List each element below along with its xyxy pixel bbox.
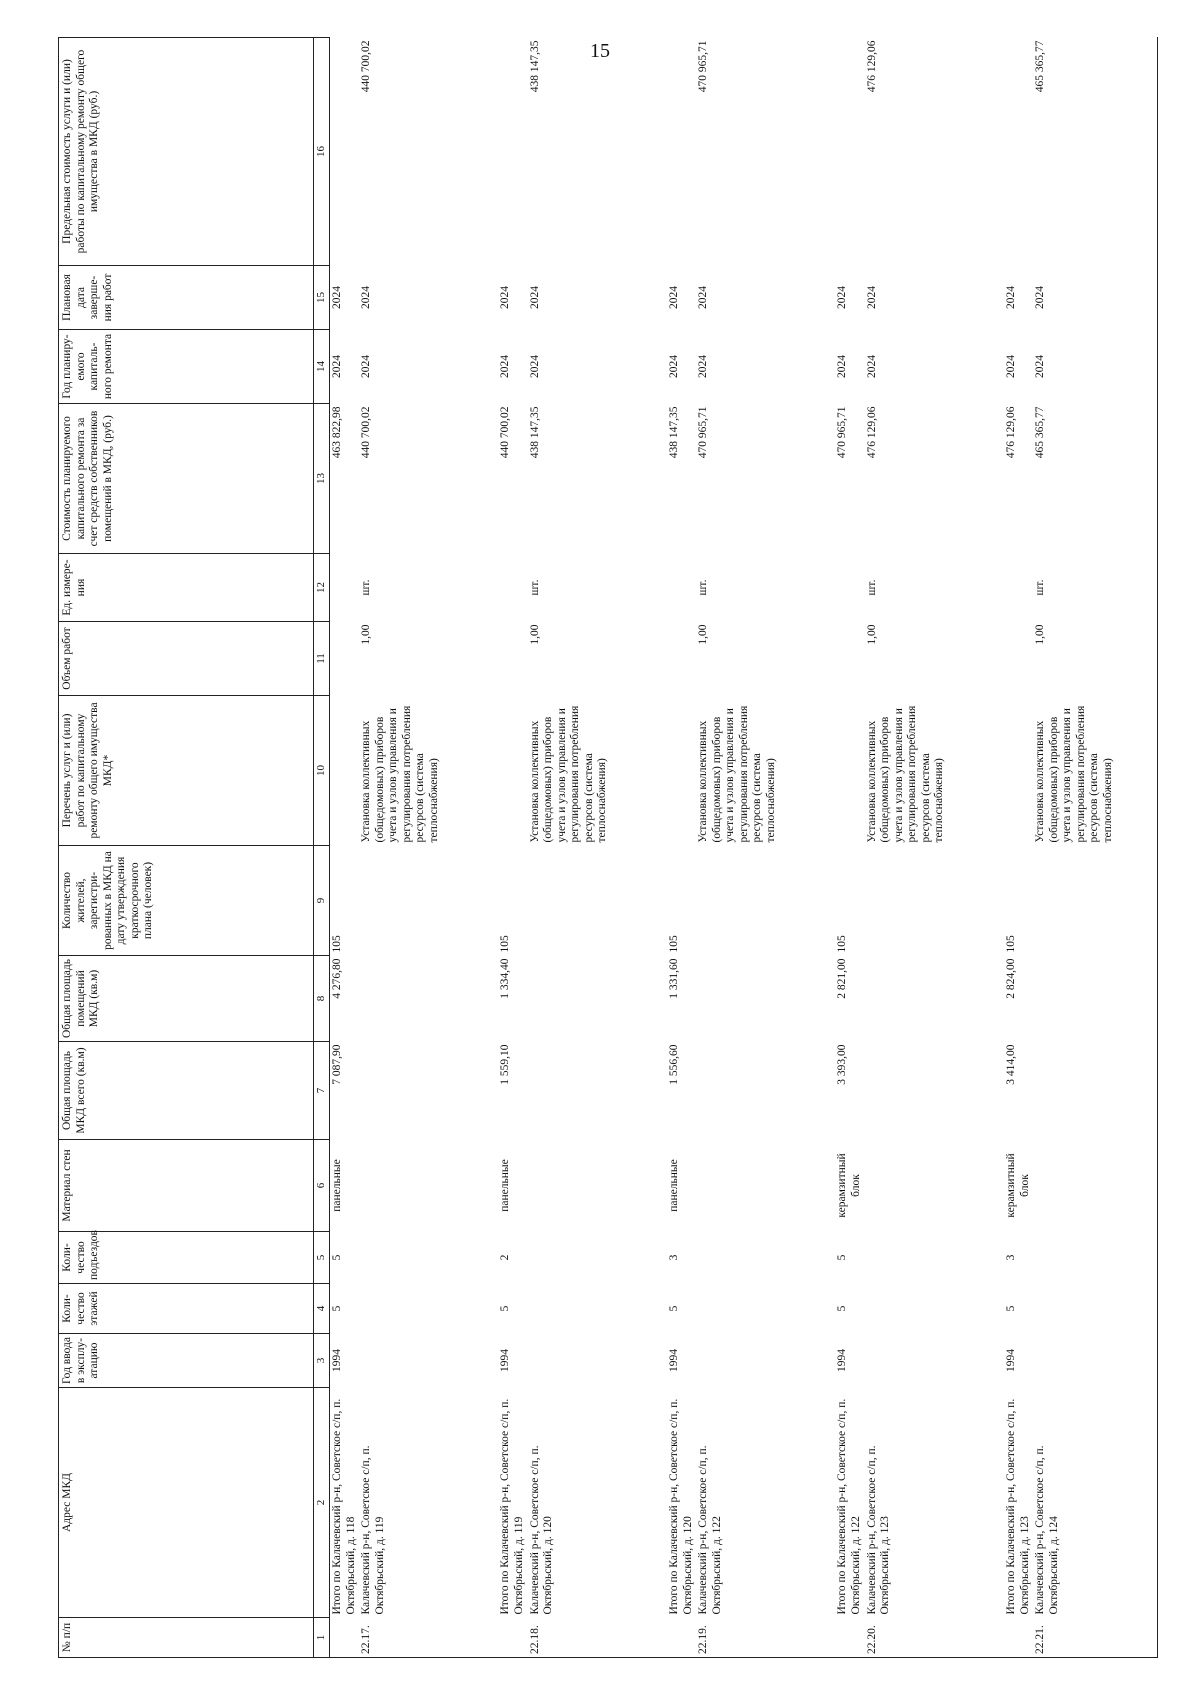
table-cell: 438 147,35 bbox=[528, 40, 541, 93]
column-number: 5 bbox=[314, 1232, 330, 1284]
table-cell: 2024 bbox=[697, 355, 710, 378]
total-row bbox=[989, 38, 1033, 1658]
table-cell bbox=[528, 1334, 652, 1388]
table-cell bbox=[696, 1232, 820, 1284]
table-cell bbox=[820, 696, 864, 846]
table-cell bbox=[1033, 1334, 1158, 1388]
table-cell: 22.17. bbox=[359, 1618, 483, 1658]
table-cell: 22.19. bbox=[696, 1618, 820, 1658]
column-number: 6 bbox=[314, 1140, 330, 1232]
table-cell bbox=[359, 1284, 483, 1334]
table-cell: 3 414,00 bbox=[1004, 1044, 1017, 1085]
table-cell bbox=[865, 846, 989, 956]
table-cell: 5 bbox=[330, 1254, 343, 1261]
table-cell bbox=[989, 38, 1033, 266]
column-header: Ед. измере-ния bbox=[59, 554, 314, 622]
table-cell: 1 334,40 bbox=[499, 958, 512, 999]
table-cell: 1,00 bbox=[528, 624, 541, 645]
table-cell: Итого по Калачевский р-н, Советское с/п, п. Октябрьский, д. 120 bbox=[667, 1398, 694, 1615]
table-cell: 476 129,06 bbox=[865, 40, 878, 93]
table-cell bbox=[865, 1042, 989, 1140]
table-cell bbox=[865, 956, 989, 1042]
table-cell bbox=[652, 554, 696, 622]
column-number: 4 bbox=[314, 1284, 330, 1334]
table-cell: Калачевский р-н, Советское с/п, п. Октябрьский, д. 123 bbox=[865, 1445, 892, 1615]
table-cell: 1,00 bbox=[360, 624, 373, 645]
rotated-table-sheet bbox=[58, 38, 1178, 1658]
table-cell: панельные bbox=[667, 1159, 680, 1212]
table-cell: 105 bbox=[836, 935, 849, 953]
total-row bbox=[483, 38, 527, 1658]
table-cell bbox=[483, 1618, 527, 1658]
table-cell: 1994 bbox=[1004, 1349, 1017, 1372]
table-cell bbox=[820, 622, 864, 696]
table-cell bbox=[528, 1284, 652, 1334]
header-row bbox=[59, 38, 314, 1658]
table-cell: Установка коллективных (общедомовых) приборов учета и узлов управления и регулирования потребления ресурсов (система теплоснабжения) bbox=[528, 705, 609, 843]
table-cell: Установка коллективных (общедомовых) приборов учета и узлов управления и регулирования потребления ресурсов (система теплоснабжения) bbox=[1034, 705, 1114, 843]
column-header: № п/п bbox=[59, 1618, 314, 1658]
table-cell: 2 bbox=[499, 1254, 512, 1261]
table-cell bbox=[820, 38, 864, 266]
column-header: Объем работ bbox=[59, 622, 314, 696]
column-header: Общая площадь МКД всего (кв.м) bbox=[59, 1042, 314, 1140]
table-cell: 1994 bbox=[836, 1349, 849, 1372]
table-cell: 470 965,71 bbox=[836, 406, 849, 459]
column-number: 15 bbox=[314, 266, 330, 330]
table-cell bbox=[528, 956, 652, 1042]
table-cell: 1 559,10 bbox=[499, 1044, 512, 1085]
column-header: Общая площадь помещений МКД (кв.м) bbox=[59, 956, 314, 1042]
table-cell bbox=[329, 38, 359, 266]
table-cell: 470 965,71 bbox=[697, 406, 710, 459]
table-cell bbox=[696, 1140, 820, 1232]
table-cell bbox=[1033, 1042, 1158, 1140]
column-number: 9 bbox=[314, 846, 330, 956]
table-cell: 22.20. bbox=[865, 1618, 989, 1658]
table-cell bbox=[329, 554, 359, 622]
table-cell: 463 822,98 bbox=[330, 406, 343, 459]
table-cell: Калачевский р-н, Советское с/п, п. Октябрьский, д. 120 bbox=[528, 1445, 555, 1615]
table-cell: Итого по Калачевский р-н, Советское с/п, п. Октябрьский, д. 122 bbox=[836, 1398, 863, 1615]
table-cell: 5 bbox=[667, 1305, 680, 1312]
table-cell: 22.18. bbox=[528, 1618, 652, 1658]
column-number: 14 bbox=[314, 330, 330, 404]
table-cell: 1,00 bbox=[865, 624, 878, 645]
table-cell bbox=[528, 1140, 652, 1232]
table-cell bbox=[483, 554, 527, 622]
table-cell: 2024 bbox=[1034, 286, 1047, 309]
table-cell: 2024 bbox=[667, 355, 680, 378]
table-cell: 2024 bbox=[360, 355, 373, 378]
table-cell bbox=[820, 554, 864, 622]
table-cell: 105 bbox=[499, 935, 512, 953]
table-cell: керамзитный блок bbox=[1004, 1153, 1031, 1218]
table-cell: 22.21. bbox=[1033, 1618, 1158, 1658]
table-cell: 465 365,77 bbox=[1034, 40, 1047, 93]
table-cell: 476 129,06 bbox=[1004, 406, 1017, 459]
column-header: Количество жителей, зарегистри-рованных в МКД на дату утверждения краткосрочного плана (человек) bbox=[59, 846, 314, 956]
column-header: Коли-чество этажей bbox=[59, 1284, 314, 1334]
table-cell: шт. bbox=[697, 579, 710, 596]
table-body bbox=[329, 38, 1158, 1658]
table-cell: Установка коллективных (общедомовых) приборов учета и узлов управления и регулирования потребления ресурсов (система теплоснабжения) bbox=[360, 705, 440, 843]
table-cell: керамзитный блок bbox=[836, 1153, 863, 1218]
table-cell: Установка коллективных (общедомовых) приборов учета и узлов управления и регулирования потребления ресурсов (система теплоснабжения) bbox=[865, 705, 946, 843]
table-cell: 440 700,02 bbox=[360, 40, 373, 93]
table-cell bbox=[359, 1042, 483, 1140]
column-number-row bbox=[314, 38, 330, 1658]
table-cell bbox=[652, 38, 696, 266]
table-cell bbox=[865, 1140, 989, 1232]
table-cell: Итого по Калачевский р-н, Советское с/п, п. Октябрьский, д. 119 bbox=[499, 1398, 526, 1615]
column-number: 3 bbox=[314, 1334, 330, 1388]
table-cell bbox=[329, 622, 359, 696]
table-cell bbox=[989, 696, 1033, 846]
table-cell: 2024 bbox=[528, 286, 541, 309]
table-cell bbox=[652, 622, 696, 696]
table-cell bbox=[696, 1042, 820, 1140]
column-header: Год планиру-емого капиталь-ного ремонта bbox=[59, 330, 314, 404]
table-cell: 1994 bbox=[499, 1349, 512, 1372]
table-cell bbox=[359, 956, 483, 1042]
table-cell: шт. bbox=[360, 579, 373, 596]
column-number: 13 bbox=[314, 404, 330, 554]
table-cell: 3 bbox=[1004, 1254, 1017, 1261]
table-cell: 438 147,35 bbox=[667, 406, 680, 459]
table-cell: Установка коллективных (общедомовых) приборов учета и узлов управления и регулирования потребления ресурсов (система теплоснабжения) bbox=[697, 705, 777, 843]
table-cell: 2 824,00 bbox=[1004, 958, 1017, 999]
capital-repair-table bbox=[58, 37, 1158, 1658]
table-cell bbox=[652, 1618, 696, 1658]
table-cell: панельные bbox=[330, 1159, 343, 1212]
table-cell: 1 331,60 bbox=[667, 958, 680, 999]
table-cell bbox=[359, 1334, 483, 1388]
table-cell bbox=[696, 1334, 820, 1388]
table-cell: 2024 bbox=[1004, 286, 1017, 309]
table-cell: 105 bbox=[667, 935, 680, 953]
table-cell: 2024 bbox=[360, 286, 373, 309]
table-cell: 2 821,00 bbox=[836, 958, 849, 999]
total-row bbox=[820, 38, 864, 1658]
table-cell: 105 bbox=[1004, 935, 1017, 953]
table-cell: Калачевский р-н, Советское с/п, п. Октябрьский, д. 122 bbox=[697, 1445, 723, 1615]
table-cell bbox=[528, 1042, 652, 1140]
table-cell: 2024 bbox=[330, 286, 343, 309]
table-cell bbox=[820, 1618, 864, 1658]
table-cell: 438 147,35 bbox=[528, 406, 541, 459]
column-number: 10 bbox=[314, 696, 330, 846]
table-cell bbox=[359, 1140, 483, 1232]
table-cell: 2024 bbox=[836, 355, 849, 378]
column-number: 16 bbox=[314, 38, 330, 266]
work-row bbox=[359, 38, 483, 1658]
table-cell: 2024 bbox=[836, 286, 849, 309]
table-cell: 3 bbox=[667, 1254, 680, 1261]
table-cell: 2024 bbox=[499, 286, 512, 309]
column-header: Материал стен bbox=[59, 1140, 314, 1232]
table-cell: 5 bbox=[499, 1305, 512, 1312]
table-cell: 1,00 bbox=[1034, 624, 1047, 645]
table-cell bbox=[359, 1232, 483, 1284]
table-cell: 2024 bbox=[1004, 355, 1017, 378]
table-cell bbox=[483, 38, 527, 266]
table-cell: 5 bbox=[1004, 1305, 1017, 1312]
table-cell: 2024 bbox=[865, 355, 878, 378]
table-cell bbox=[1033, 956, 1158, 1042]
table-cell: 105 bbox=[330, 935, 343, 953]
column-header: Адрес МКД bbox=[59, 1388, 314, 1618]
table-cell: 465 365,77 bbox=[1034, 406, 1047, 459]
column-header: Коли-чество подъездов bbox=[59, 1232, 314, 1284]
table-cell: шт. bbox=[528, 579, 541, 596]
table-cell: 1 556,60 bbox=[667, 1044, 680, 1085]
table-cell: Итого по Калачевский р-н, Советское с/п, п. Октябрьский, д. 118 bbox=[330, 1398, 357, 1615]
table-cell: 7 087,90 bbox=[330, 1044, 343, 1085]
table-cell bbox=[865, 1284, 989, 1334]
table-cell bbox=[865, 1232, 989, 1284]
table-cell bbox=[696, 956, 820, 1042]
table-cell: 5 bbox=[330, 1305, 343, 1312]
table-cell bbox=[483, 696, 527, 846]
table-cell: 470 965,71 bbox=[697, 40, 710, 93]
table-cell bbox=[1033, 1140, 1158, 1232]
table-cell: 440 700,02 bbox=[499, 406, 512, 459]
column-header: Плановая дата заверше-ния работ bbox=[59, 266, 314, 330]
table-cell bbox=[989, 622, 1033, 696]
table-cell: 2024 bbox=[528, 355, 541, 378]
work-row bbox=[696, 38, 820, 1658]
column-number: 8 bbox=[314, 956, 330, 1042]
total-row bbox=[652, 38, 696, 1658]
table-cell bbox=[329, 1618, 359, 1658]
table-cell bbox=[989, 554, 1033, 622]
table-cell bbox=[1033, 1232, 1158, 1284]
column-header: Предельная стоимость услуги и (или) работы по капитальному ремонту общего имущества в МКД (руб.) bbox=[59, 38, 314, 266]
table-cell bbox=[696, 1284, 820, 1334]
table-cell bbox=[528, 1232, 652, 1284]
table-cell: 2024 bbox=[865, 286, 878, 309]
table-cell: 2024 bbox=[667, 286, 680, 309]
table-cell: 476 129,06 bbox=[865, 406, 878, 459]
column-header: Перечень услуг и (или) работ по капитальному ремонту общего имущества МКД* bbox=[59, 696, 314, 846]
table-cell: 1994 bbox=[330, 1349, 343, 1372]
table-cell: Калачевский р-н, Советское с/п, п. Октябрьский, д. 124 bbox=[1034, 1445, 1060, 1615]
table-cell: 1,00 bbox=[697, 624, 710, 645]
table-cell: 1994 bbox=[667, 1349, 680, 1372]
table-cell: шт. bbox=[865, 579, 878, 596]
table-cell: 5 bbox=[836, 1254, 849, 1261]
table-cell bbox=[1033, 846, 1158, 956]
table-cell bbox=[528, 846, 652, 956]
table-cell bbox=[359, 846, 483, 956]
work-row bbox=[1033, 38, 1158, 1658]
table-cell bbox=[865, 1334, 989, 1388]
column-number: 2 bbox=[314, 1388, 330, 1618]
column-number: 11 bbox=[314, 622, 330, 696]
table-cell: 5 bbox=[836, 1305, 849, 1312]
column-number: 1 bbox=[314, 1618, 330, 1658]
column-number: 7 bbox=[314, 1042, 330, 1140]
table-cell: 2024 bbox=[1034, 355, 1047, 378]
table-cell: Итого по Калачевский р-н, Советское с/п, п. Октябрьский, д. 123 bbox=[1004, 1398, 1031, 1615]
page-number: 15 bbox=[590, 40, 610, 62]
table-cell: 3 393,00 bbox=[836, 1044, 849, 1085]
work-row bbox=[865, 38, 989, 1658]
column-header: Стоимость планируемого капитального ремонта за счет средств собственников помещений в МКД, (руб.) bbox=[59, 404, 314, 554]
table-cell bbox=[1033, 1284, 1158, 1334]
table-cell bbox=[989, 1618, 1033, 1658]
table-cell: 4 276,80 bbox=[330, 958, 343, 999]
table-cell: панельные bbox=[499, 1159, 512, 1212]
table-cell: шт. bbox=[1034, 579, 1047, 596]
table-cell: 2024 bbox=[697, 286, 710, 309]
column-header: Год ввода в эксплу-атацию bbox=[59, 1334, 314, 1388]
column-number: 12 bbox=[314, 554, 330, 622]
table-cell bbox=[652, 696, 696, 846]
table-cell: 2024 bbox=[499, 355, 512, 378]
work-row bbox=[528, 38, 652, 1658]
total-row bbox=[329, 38, 359, 1658]
table-cell: 2024 bbox=[330, 355, 343, 378]
table-cell: Калачевский р-н, Советское с/п, п. Октябрьский, д. 119 bbox=[360, 1445, 386, 1615]
table-cell bbox=[483, 622, 527, 696]
table-cell bbox=[329, 696, 359, 846]
table-cell: 440 700,02 bbox=[360, 406, 373, 459]
table-cell bbox=[696, 846, 820, 956]
